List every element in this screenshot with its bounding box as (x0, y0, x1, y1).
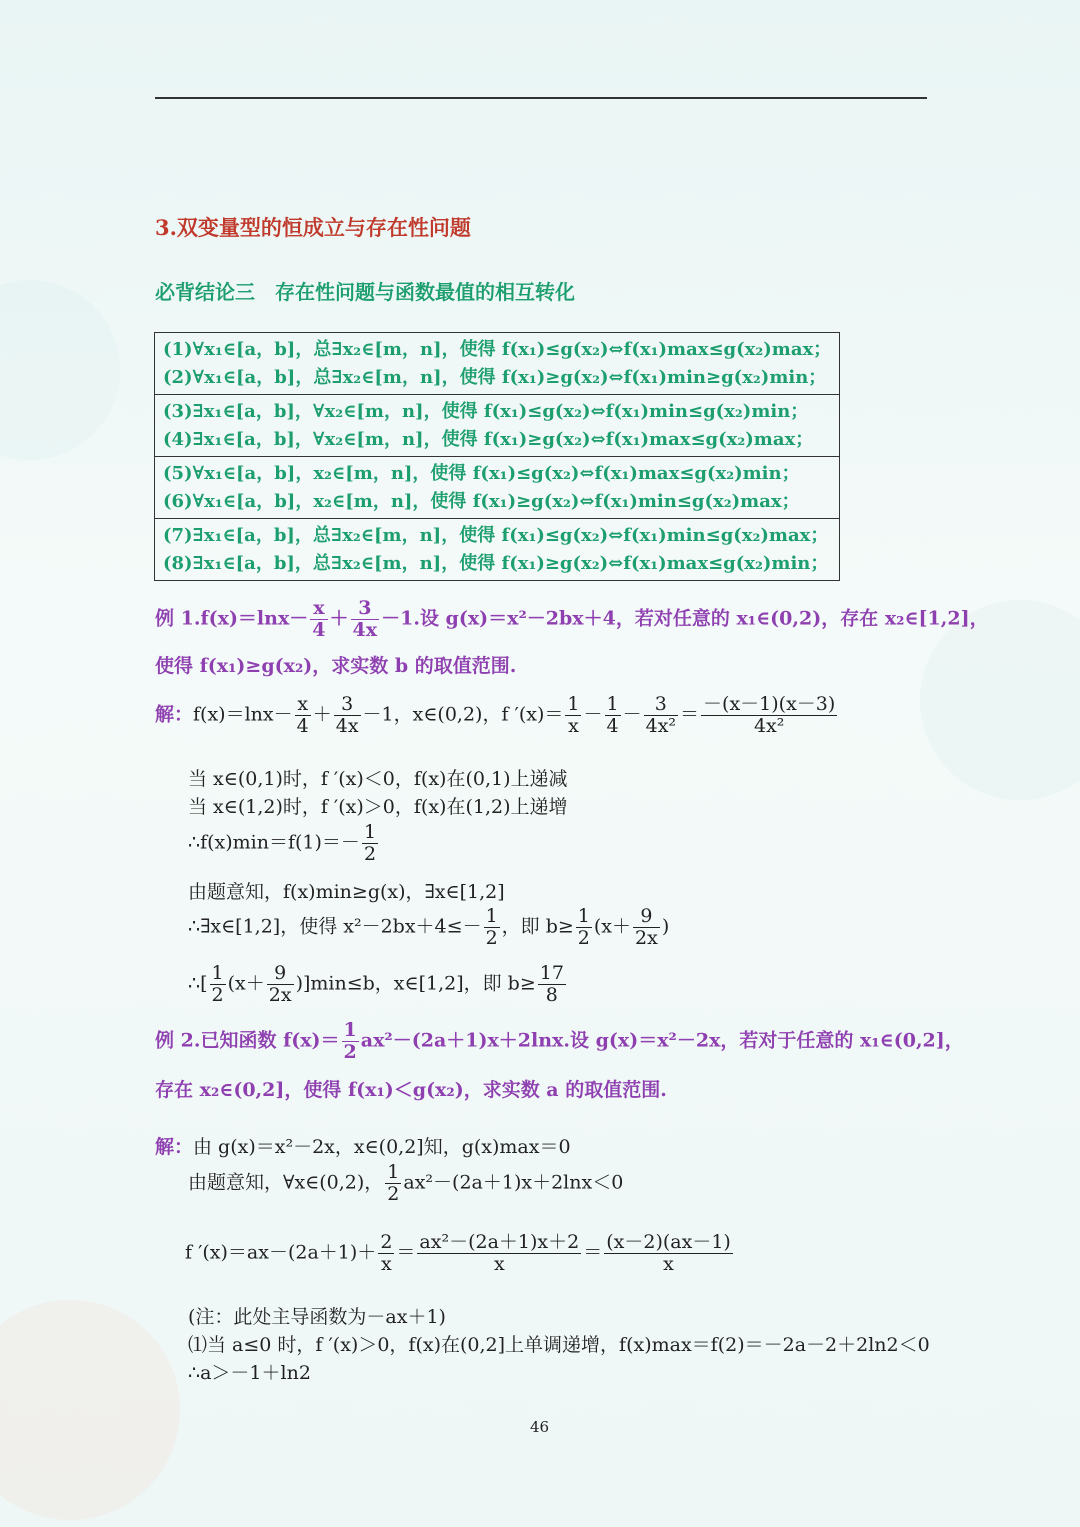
text: － (622, 703, 642, 726)
text: ∴[ (188, 972, 208, 995)
fraction (351, 598, 380, 641)
numerator: 1 (606, 693, 619, 715)
conclusion-line: (1)∀x₁∈[a，b]，总∃x₂∈[m，n]，使得 f(x₁)≤g(x₂)⇔f(x₁)max≤g(x₂)max； (163, 339, 832, 360)
text: f ′(x)＝ax－(2a＋1)＋ (185, 1241, 377, 1264)
text: －1.设 g(x)＝x²－2bx＋4，若对任意的 x₁∈(0,2)，存在 x₂∈[1,2]， (381, 607, 989, 630)
denominator: 2x (268, 983, 292, 1006)
fraction (417, 1232, 581, 1275)
fraction (342, 1020, 359, 1063)
denominator: 4x² (645, 714, 677, 737)
numerator: 9 (267, 963, 294, 985)
conclusion-group (155, 519, 839, 580)
denominator: 2 (387, 1182, 400, 1205)
fraction (210, 963, 226, 1006)
fraction (538, 963, 566, 1006)
solution-2-line-1 (155, 1132, 571, 1159)
numerator: 1 (567, 693, 580, 715)
text: 例 1.f(x)＝lnx－ (155, 607, 309, 630)
denominator: 2 (211, 983, 224, 1006)
text: 例 2.已知函数 f(x)＝ (155, 1029, 340, 1052)
fraction (385, 1162, 401, 1205)
conclusion-group (155, 333, 839, 395)
numerator: －(x－1)(x－3) (703, 693, 836, 715)
fraction (576, 906, 592, 949)
solution-1-line-7 (188, 963, 568, 1006)
text: ＝ (583, 1241, 603, 1264)
fraction (644, 694, 678, 737)
numerator: 1 (211, 962, 224, 984)
numerator: (x－2)(ax－1) (606, 1231, 731, 1253)
numerator: 3 (351, 598, 380, 620)
example-2-line-2: 存在 x₂∈(0,2]，使得 f(x₁)＜g(x₂)，求实数 a 的取值范围. (155, 1079, 667, 1101)
text: ) (661, 915, 670, 938)
solution-label: 解： (155, 703, 194, 726)
conclusion-line: (8)∃x₁∈[a，b]，总∃x₂∈[m，n]，使得 f(x₁)≥g(x₂)⇔f(x₁)max≤g(x₂)min； (163, 553, 829, 574)
text: ax²－(2a＋1)x＋2lnx＜0 (403, 1171, 624, 1194)
text: ∴f(x)min＝f(1)＝－ (188, 831, 360, 854)
text: ＝ (396, 1241, 416, 1264)
text: － (583, 703, 603, 726)
text: (x＋ (227, 972, 265, 995)
text: －1，x∈(0,2)，f ′(x)＝ (362, 703, 564, 726)
fraction (295, 694, 311, 737)
solution-2-line-5: ⑴当 a≤0 时，f ′(x)＞0，f(x)在(0,2]上单调递增，f(x)max＝f(2)＝－2a－2＋2ln2＜0 (188, 1334, 930, 1356)
numerator: 1 (343, 1019, 357, 1041)
solution-label: 解： (155, 1136, 194, 1158)
fraction (701, 694, 837, 737)
numerator: 9 (633, 906, 660, 928)
solution-1-line-4 (188, 822, 380, 865)
numerator: 3 (334, 694, 361, 716)
text: 由题意知，∀x∈(0,2)， (188, 1171, 384, 1194)
example-1-line-2: 使得 f(x₁)≥g(x₂)，求实数 b 的取值范围. (155, 655, 517, 677)
numerator: 1 (485, 905, 498, 927)
denominator: 4 (606, 714, 619, 737)
fraction (310, 598, 327, 641)
denominator: x (493, 1252, 505, 1275)
fraction (605, 694, 621, 737)
fraction (633, 906, 660, 949)
numerator: 17 (539, 962, 564, 984)
fraction (604, 1232, 733, 1275)
denominator: 4x (335, 714, 359, 737)
solution-2-line-3 (185, 1232, 735, 1275)
conclusion-line: (5)∀x₁∈[a，b]，x₂∈[m，n]，使得 f(x₁)≤g(x₂)⇔f(x₁)max≤g(x₂)min； (163, 463, 800, 484)
fraction (378, 1232, 394, 1275)
solution-1-line-5: 由题意知，f(x)min≥g(x)，∃x∈[1,2] (188, 881, 505, 903)
numerator: ax²－(2a＋1)x＋2 (419, 1231, 580, 1253)
text: ＋ (312, 703, 332, 726)
conclusion-line: (7)∃x₁∈[a，b]，总∃x₂∈[m，n]，使得 f(x₁)≤g(x₂)⇔f(x₁)min≤g(x₂)max； (163, 525, 829, 546)
background-decoration (0, 280, 120, 460)
fraction (334, 694, 361, 737)
header-rule (155, 97, 927, 99)
fraction (362, 822, 378, 865)
text: ∴∃x∈[1,2]，使得 x²－2bx＋4≤－ (188, 915, 482, 938)
numerator: x (310, 598, 327, 620)
denominator: x (381, 1252, 392, 1275)
solution-2-line-6: ∴a＞－1＋ln2 (188, 1362, 311, 1384)
denominator: 2x (635, 926, 658, 949)
text: 由 g(x)＝x²－2x，x∈(0,2]知，g(x)max＝0 (193, 1136, 571, 1158)
denominator: 4 (312, 618, 326, 641)
conclusion-line: (6)∀x₁∈[a，b]，x₂∈[m，n]，使得 f(x₁)≥g(x₂)⇔f(x₁)min≤g(x₂)max； (163, 491, 800, 512)
text: ＋ (329, 607, 349, 630)
page-number: 46 (530, 1418, 550, 1436)
denominator: x (568, 714, 579, 737)
solution-2-line-4: (注：此处主导函数为－ax＋1) (188, 1306, 446, 1328)
text: ＝ (680, 703, 700, 726)
solution-1-line-1 (155, 694, 839, 737)
example-1-line-1 (155, 598, 989, 641)
numerator: 3 (644, 694, 678, 716)
text: f(x)＝lnx－ (193, 703, 293, 726)
subtitle: 必背结论三 存在性问题与函数最值的相互转化 (155, 280, 575, 304)
fraction (267, 963, 294, 1006)
solution-2-line-2 (188, 1162, 623, 1205)
section-title: 3.双变量型的恒成立与存在性问题 (155, 215, 471, 240)
text: ax²－(2a＋1)x＋2lnx.设 g(x)＝x²－2x，若对于任意的 x₁∈(0,2]， (360, 1029, 964, 1052)
denominator: 2 (485, 926, 498, 949)
denominator: 8 (545, 983, 558, 1006)
denominator: 4 (296, 714, 309, 737)
text: (x＋ (593, 915, 632, 938)
text: )]min≤b，x∈[1,2]，即 b≥ (295, 972, 536, 995)
fraction (484, 906, 500, 949)
conclusion-group (155, 395, 839, 457)
conclusion-group (155, 457, 839, 519)
conclusion-line: (4)∃x₁∈[a，b]，∀x₂∈[m，n]，使得 f(x₁)≥g(x₂)⇔f(x₁)max≤g(x₂)max； (163, 429, 814, 450)
numerator: 2 (380, 1231, 393, 1253)
denominator: 2 (577, 926, 590, 949)
numerator: 1 (363, 821, 377, 843)
solution-1-line-2: 当 x∈(0,1)时，f ′(x)＜0，f(x)在(0,1)上递减 (188, 768, 568, 790)
conclusion-line: (2)∀x₁∈[a，b]，总∃x₂∈[m，n]，使得 f(x₁)≥g(x₂)⇔f(x₁)min≥g(x₂)min； (163, 367, 827, 388)
numerator: 1 (577, 905, 590, 927)
denominator: 2 (363, 842, 377, 865)
conclusion-table (154, 332, 840, 581)
numerator: x (295, 694, 311, 716)
numerator: 1 (387, 1161, 400, 1183)
conclusion-line: (3)∃x₁∈[a，b]，∀x₂∈[m，n]，使得 f(x₁)≤g(x₂)⇔f(x₁)min≤g(x₂)min； (163, 401, 809, 422)
background-decoration (0, 1300, 180, 1520)
denominator: 2 (343, 1040, 357, 1063)
text: ，即 b≥ (501, 915, 574, 938)
fraction (565, 694, 581, 737)
solution-1-line-6 (188, 906, 669, 949)
denominator: x (663, 1252, 674, 1275)
denominator: 4x² (753, 714, 785, 737)
denominator: 4x (352, 618, 378, 641)
solution-1-line-3: 当 x∈(1,2)时，f ′(x)＞0，f(x)在(1,2)上递增 (188, 796, 568, 818)
example-2-line-1 (155, 1020, 964, 1063)
